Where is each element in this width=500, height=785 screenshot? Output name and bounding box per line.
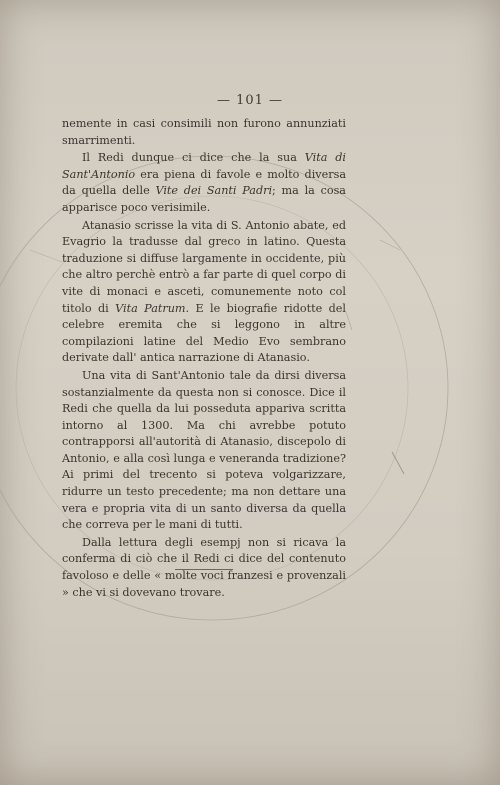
text-segment: Atanasio scrisse la vita di S. Antonio abate, ed Evagrio la tradusse dal greco in latino. Questa traduzione si diffuse largamente in occidente, più che altro perchè entrò a far parte di quel corpo di vite di monaci e asceti, comunemente noto col titolo di [62,218,346,315]
text-segment: era piena di favole e molto diversa da quella delle [62,167,346,198]
paragraph [62,116,346,149]
text-segment: ; ma la cosa apparisce poco verisimile. [62,184,346,214]
end-rule [175,569,233,570]
paragraph [62,368,346,534]
paragraph [62,150,346,216]
body-text [62,116,346,602]
text-segment: nemente in casi consimili non furono annunziati smarrimenti. [62,117,346,147]
paragraph [62,218,346,367]
text-segment: Una vita di Sant'Antonio tale da dirsi diversa sostanzialmente da questa non si conosce. Dice il Redi che quella da lui posseduta appariva scritta intorno al 1300. Ma chi avrebbe potuto contrapporsi all'autorità di Atanasio, discepolo di Antonio, e alla così lunga e veneranda tradizione? Ai primi del trecento si poteva volgarizzare, ridurre un testo precedente; ma non dettare una vera e propria vita di un santo diversa da quella che correva per le mani di tutti. [62,368,346,532]
italic-title: Vite dei Santi Padri [155,184,273,198]
page-number: — 101 — [216,93,284,108]
text-segment: Dalla lettura degli esempj non si ricava la conferma di ciò che il Redi ci dice del contenuto favoloso e delle « molte voci franzesi e provenzali » che vi si dovevano trovare. [62,535,346,599]
text-segment: . E le biografie ridotte del celebre eremita che si leggono in altre compilazioni latine del Medio Evo sembrano derivate dall' antica narrazione di Atanasio. [62,301,346,365]
italic-title: Vita Patrum [115,301,186,315]
italic-title: Vita di Sant'Antonio [62,151,347,181]
text-segment: Il Redi dunque ci dice che la sua [82,151,305,165]
